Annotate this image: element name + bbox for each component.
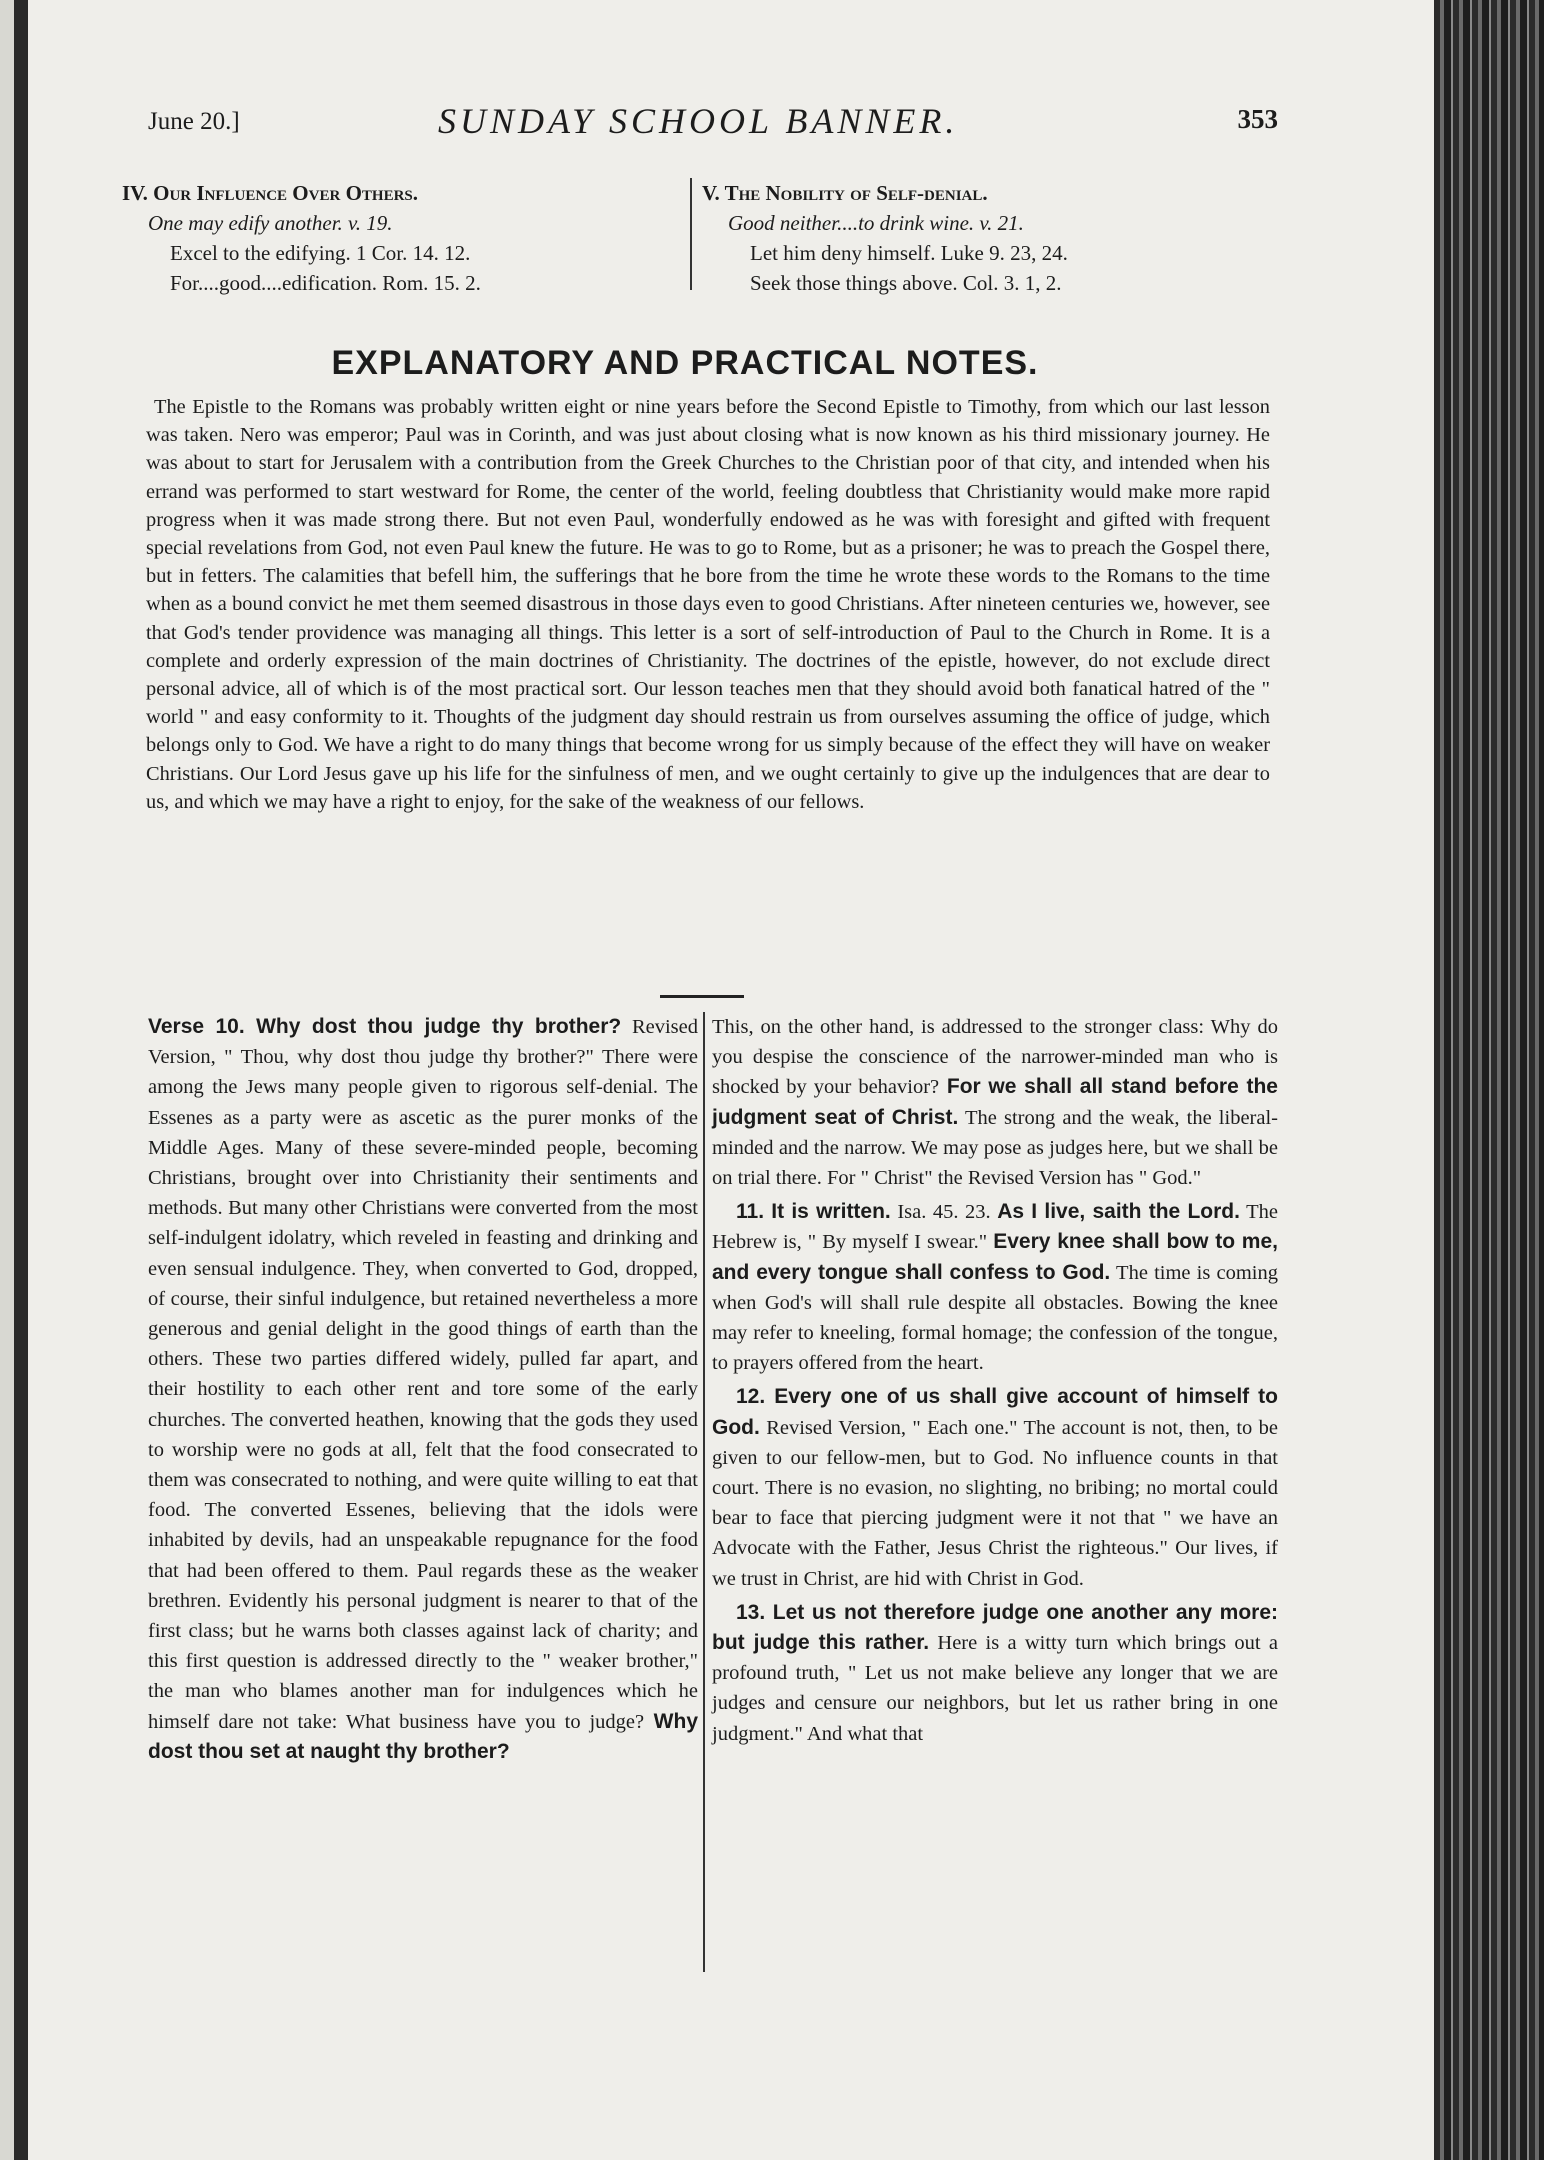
outline-reference: Seek those things above. Col. 3. 1, 2. <box>750 271 1062 295</box>
verse-10-tail: Why dost thou set at naught thy brother? <box>148 1709 698 1763</box>
verse-10-cont-text: This, on the other hand, is addressed to the stronger class: Why do you despise the conscience of the narrower-minded man who is shocked by your behavior? <box>712 1016 1278 1099</box>
verse-11-text-3: The time is coming when God's will shall rule despite all obstacles. Bowing the knee may refer to kneeling, formal homage; the confession of the tongue, to prayers offered from the heart. <box>712 1261 1278 1375</box>
verse-10-cont-text2: The strong and the weak, the liberal-minded and the narrow. We may pose as judges here, but we shall be on trial there. For " Christ" the Revised Version has " God." <box>712 1106 1278 1190</box>
outline-section-iv <box>122 178 682 298</box>
verse-13-lead: 13. Let us not therefore judge one another any more: but judge this rather. <box>712 1600 1278 1655</box>
verse-11-bold-2: As I live, saith the Lord. <box>997 1200 1240 1224</box>
verse-13-text: Here is a witty turn which brings out a profound truth, " Let us not make believe any longer that we are judges and censure our neighbors, but let us rather bring in one judgment." And what that <box>712 1632 1278 1745</box>
outline-subtitle: One may edify another. v. 19. <box>148 211 393 235</box>
verse-10-continued <box>712 1012 1278 1193</box>
right-column <box>712 1012 1278 1753</box>
outline-reference: Excel to the edifying. 1 Cor. 14. 12. <box>170 241 471 265</box>
verse-10-note <box>148 1012 698 1767</box>
left-column <box>148 1012 698 1771</box>
verse-12-note <box>712 1382 1278 1593</box>
outline-heading: IV. Our Influence Over Others. <box>122 181 419 205</box>
intro-paragraph: The Epistle to the Romans was probably written eight or nine years before the Second Epistle to Timothy, from which our last lesson was taken. Nero was emperor; Paul was in Corinth, and was just about closing what is now known as his third missionary journey. He was about to start for Jerusalem with a contribution from the Greek Churches to the Christian poor of that city, and intended when his errand was performed to start westward for Rome, the center of the world, feeling doubtless that Christianity would make more rapid progress when it was made strong there. But not even Paul, wonderfully endowed as he was with foresight and gifted with frequent special revelations from God, not even Paul knew the future. He was to go to Rome, but as a prisoner; he was to preach the Gospel there, but in fetters. The calamities that befell him, the sufferings that he bore from the time he wrote these words to the Romans to the time when as a bound convict he met them seemed disastrous in those days even to good Christians. After nineteen centuries we, however, see that God's tender providence was managing all things. This letter is a sort of self-introduction of Paul to the Church in Rome. It is a complete and orderly expression of the main doctrines of Christianity. The doctrines of the epistle, however, do not exclude direct personal advice, all of which is of the most practical sort. Our lesson teaches men that they should avoid both fanatical hatred of the " world " and easy conformity to it. Thoughts of the judgment day should restrain us from ourselves assuming the office of judge, which belongs only to God. We have a right to do many things that become wrong for us simply because of the effect they will have on weaker Christians. Our Lord Jesus gave up his life for the sinfulness of men, and we ought certainly to give up the indulgences that are dear to us, and which we may have a right to enjoy, for the sake of the weakness of our fellows. <box>146 396 1270 813</box>
section-divider <box>660 995 744 998</box>
verse-10-lead: Verse 10. Why dost thou judge thy brother? <box>148 1015 622 1038</box>
verse-11-bold-3: Every knee shall bow to me, and every tongue shall confess to God. <box>712 1230 1278 1284</box>
outline-subtitle: Good neither....to drink wine. v. 21. <box>728 211 1024 235</box>
book-binding-edge <box>1434 0 1544 2160</box>
verse-13-note <box>712 1598 1278 1749</box>
header-date: June 20.] <box>148 108 240 135</box>
verse-11-note <box>712 1197 1278 1378</box>
notes-title: EXPLANATORY AND PRACTICAL NOTES. <box>331 344 1039 382</box>
running-header <box>148 98 1278 148</box>
outline-heading: V. The Nobility of Self-denial. <box>702 181 988 205</box>
verse-10-text: Revised Version, " Thou, why dost thou judge thy brother?" There were among the Jews many people given to rigorous self-denial. The Essenes as a party were as ascetic as the purer monks of the Middle Ages. Many of these severe-minded people, becoming Christians, brought over into Christianity their sentiments and methods. But many other Christians were converted from the most self-indulgent idolatry, which reveled in feasting and drinking and even sensual indulgence. They, when converted to God, dropped, of course, their sinful indulgence, but retained nevertheless a more generous and genial delight in the good things of earth than the others. These two parties differed widely, pulled far apart, and their hostility to each other rent and tore some of the early churches. The converted heathen, knowing that the gods they used to worship were no gods at all, felt that the food consecrated to them was consecrated to nothing, and were quite willing to eat that food. The converted Essenes, believing that the idols were inhabited by devils, had an unspeakable repugnance for the food that had been offered to them. Paul regards these as the weaker brethren. Evidently his personal judgment is nearer to that of the first class; but he warns both classes against lack of charity; and this first question is addressed directly to the " weaker brother," the man who blames another man for indulgences which he himself dare not take: What business have you to judge? <box>148 1016 698 1733</box>
verse-11-ref: Isa. 45. 23. <box>890 1201 998 1224</box>
verse-11-text-2: The Hebrew is, " By myself I swear." <box>712 1201 1279 1254</box>
verse-12-text: Revised Version, " Each one." The account is not, then, to be given to our fellow-men, but to God. No influence counts in that court. There is no evasion, no slighting, no bribing; no mortal could bear to face that piercing judgment were it not that " we have an Advocate with the Father, Jesus Christ the righteous." Our lives, if we trust in Christ, are hid with Christ in God. <box>712 1416 1278 1590</box>
outline-section-v <box>690 178 1262 295</box>
column-rule <box>703 1012 705 1972</box>
outline-reference: Let him deny himself. Luke 9. 23, 24. <box>750 241 1068 265</box>
header-title: SUNDAY SCHOOL BANNER. <box>438 101 959 141</box>
page-number: 353 <box>1237 104 1278 134</box>
verse-12-lead: 12. Every one of us shall give account of himself to God. <box>712 1385 1278 1439</box>
outline-reference: For....good....edification. Rom. 15. 2. <box>170 271 481 295</box>
verse-10-cont-bold: For we shall all stand before the judgment seat of Christ. <box>712 1075 1278 1129</box>
verse-11-lead: 11. It is written. <box>736 1200 891 1224</box>
